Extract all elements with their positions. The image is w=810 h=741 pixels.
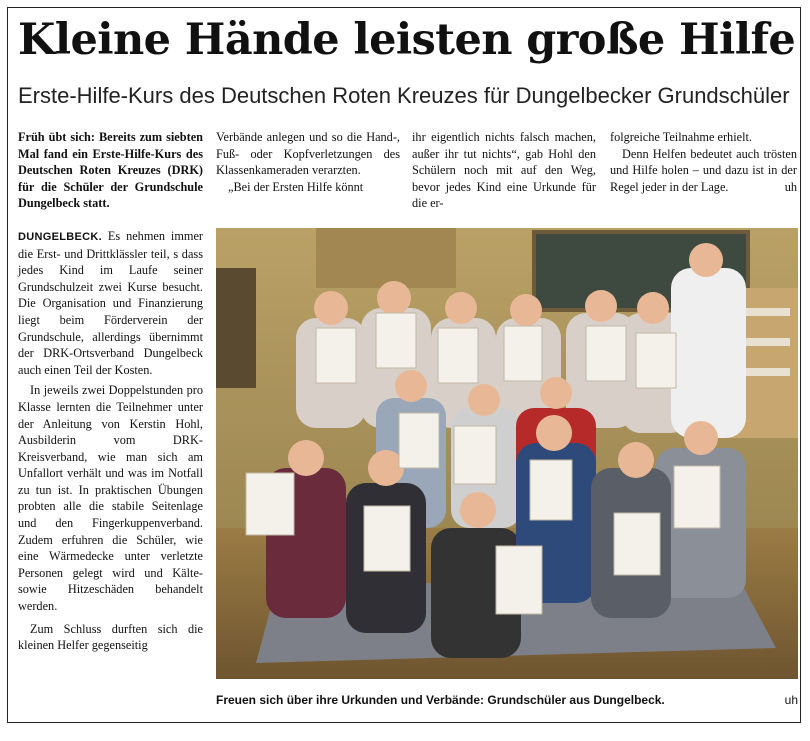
photo-credit: uh xyxy=(784,693,798,707)
col4-paragraph-1: folgreiche Teilnahme erhielt. xyxy=(610,130,752,144)
photo-caption xyxy=(216,692,798,708)
column-4 xyxy=(610,129,797,195)
body-paragraph-1-text: Es nehmen immer die Erst- und Drittklässler teil, s dass jedes Kind im Laufe seiner Grundschulzeit zwei Kurse besucht. Die Organisation und Finanzierung liegt beim Förderverein der Grundschule, allerdings übernimmt der DRK-Ortsverband Dungelbeck auch einen Teil der Kosten. xyxy=(18,228,203,377)
author-initials: uh xyxy=(784,179,797,194)
dateline: DUNGELBECK. xyxy=(18,230,102,243)
column-1 xyxy=(18,129,203,654)
photo-caption-text: Freuen sich über ihre Urkunden und Verbände: Grundschüler aus Dungelbeck. xyxy=(216,693,665,707)
column-3 xyxy=(412,129,596,212)
body-paragraph-2: In jeweils zwei Doppelstunden pro Klasse lernten die Teilnehmer unter der Anleitung von Kerstin Hohl, Ausbilderin vom DRK-Kreisverband, wie man sich am Unfallort verhält und was im Notfall zu tun ist. In praktischen Übungen probten alle die stabile Seitenlage und den Fingerkuppenverband. Zudem erfuhren die Schüler, wie eine Wärmedecke unter verletzte Personen gelegt wird und Kälte- sowie Hitzeschäden behandelt werden. xyxy=(18,383,203,614)
body-paragraph-3: Zum Schluss durften sich die kleinen Helfer gegenseitig xyxy=(18,621,203,653)
body-paragraph-1 xyxy=(18,228,203,378)
column-2 xyxy=(216,129,400,195)
class-photo xyxy=(216,228,798,679)
photo-illustration xyxy=(216,228,798,679)
col2-paragraph-1: Verbände anlegen und so die Hand-, Fuß- oder Kopfverletzungen des Klassenkameraden verarzten. xyxy=(216,130,400,178)
lead-paragraph: Früh übt sich: Bereits zum siebten Mal fand ein Erste-Hilfe-Kurs des Deutschen Roten Kreuzes (DRK) für die Schüler der Grundschule Dungelbeck statt. xyxy=(18,130,203,211)
col4-paragraph-2-text: Denn Helfen bedeutet auch trösten und Hilfe holen – und dazu ist in der Regel jeder in der Lage. xyxy=(610,146,797,194)
headline: Kleine Hände leisten große Hilfe xyxy=(18,15,796,65)
col3-paragraph: ihr eigentlich nichts falsch machen, außer ihr tut nichts“, gab Hohl den Schülern noch mit auf den Weg, bevor jedes Kind eine Urkunde für die er- xyxy=(412,130,596,211)
subheadline: Erste-Hilfe-Kurs des Deutschen Roten Kreuzes für Dungelbecker Grundschüler xyxy=(18,83,790,108)
col2-paragraph-2: „Bei der Ersten Hilfe könnt xyxy=(228,179,364,194)
